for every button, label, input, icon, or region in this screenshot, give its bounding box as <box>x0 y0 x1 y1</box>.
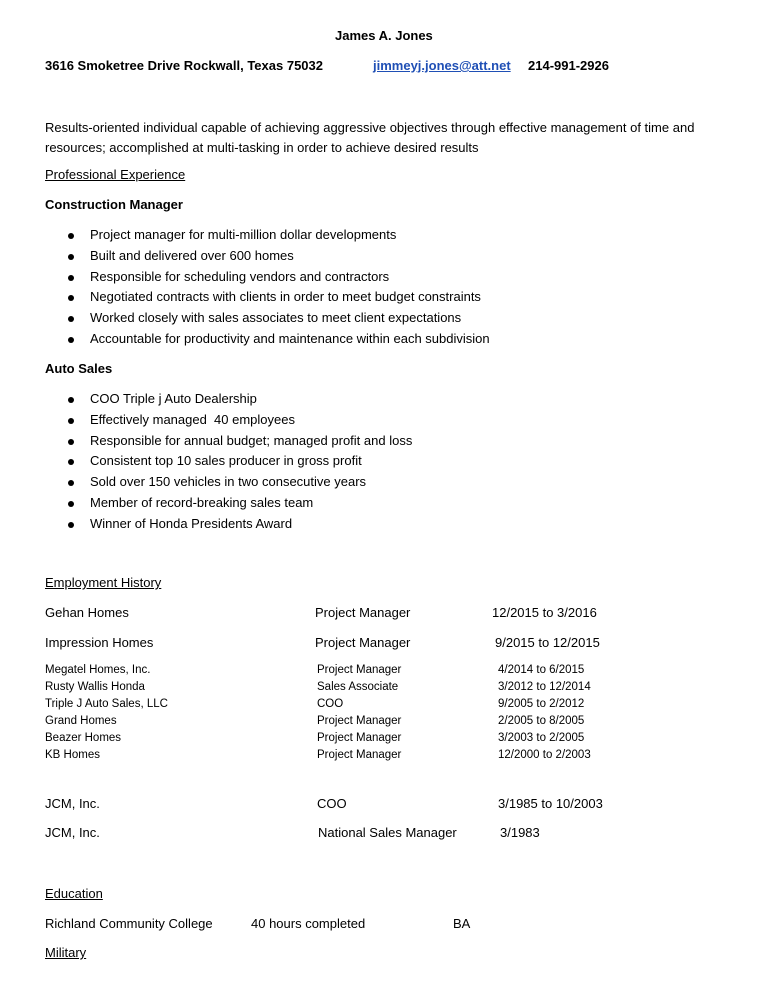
auto-sales-title: Auto Sales <box>45 361 113 376</box>
email-link[interactable]: jimmeyj.jones@att.net <box>373 58 511 73</box>
phone: 214-991-2926 <box>528 58 609 73</box>
bullet-icon <box>68 275 74 281</box>
address: 3616 Smoketree Drive Rockwall, Texas 75032 <box>45 58 323 73</box>
bullet-icon <box>68 397 74 403</box>
bullet-icon <box>68 233 74 239</box>
employment-history-heading: Employment History <box>45 575 162 590</box>
bullet-icon <box>68 418 74 424</box>
bullet-icon <box>68 337 74 343</box>
summary: Results-oriented individual capable of achieving aggressive objectives through effective management of time and resources; accomplished at multi-tasking in order to achieve desired results <box>45 120 695 155</box>
bullet-icon <box>68 439 74 445</box>
education-heading: Education <box>45 886 103 901</box>
construction-manager-title: Construction Manager <box>45 197 183 212</box>
education-degree: BA <box>453 916 471 931</box>
bullet-icon <box>68 316 74 322</box>
education-hours: 40 hours completed <box>251 916 366 931</box>
candidate-name: James A. Jones <box>335 28 433 43</box>
bullet-icon <box>68 254 74 260</box>
bullet-icon <box>68 295 74 301</box>
professional-experience-heading: Professional Experience <box>45 167 186 182</box>
bullet-icon <box>68 459 74 465</box>
bullet-icon <box>68 522 74 528</box>
education-school: Richland Community College <box>45 916 213 931</box>
bullet-icon <box>68 480 74 486</box>
bullet-icon <box>68 501 74 507</box>
military-heading: Military <box>45 945 87 960</box>
